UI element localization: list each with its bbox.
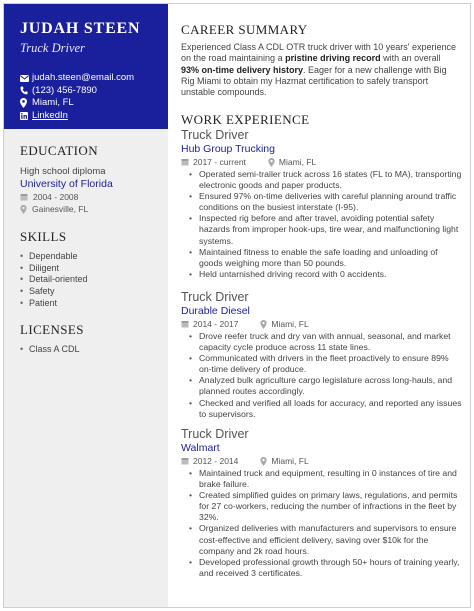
job-bullet: • Communicated with drivers in the fleet proactively to ensure 89% on-time delivery of produce.: [181, 353, 463, 375]
job-dates-text: 2014 - 2017: [193, 319, 239, 329]
calendar-icon: [181, 158, 189, 166]
summary-part: . Eager for a new challenge with Big Rig Miami to obtain my Hazmat certification to safely transport unstable compounds.: [181, 64, 447, 98]
skills-list: [20, 251, 160, 310]
job-bullet: • Held untarnished driving record with 0 accidents.: [181, 269, 463, 280]
contact-email[interactable]: [20, 72, 168, 85]
summary-heading: CAREER SUMMARY: [181, 22, 308, 37]
map-pin-icon: [260, 457, 267, 466]
job-company: Hub Group Trucking: [181, 143, 275, 155]
phone-icon: [20, 86, 32, 95]
envelope-icon: [20, 75, 32, 82]
summary-highlight: pristine driving record: [285, 53, 381, 64]
skills-section: [20, 229, 160, 310]
map-pin-icon: [260, 320, 267, 329]
education-dates: [20, 192, 160, 202]
licenses-section: [20, 322, 160, 356]
job-company: Walmart: [181, 442, 220, 454]
job-role: Truck Driver: [181, 427, 249, 441]
job-dates-text: 2017 - current: [193, 157, 246, 167]
job-bullet: • Operated semi-trailer truck across 16 states (FL to MA), transporting electronic goods and paper products.: [181, 169, 463, 191]
job-location: [260, 319, 308, 329]
education-degree: High school diploma: [20, 166, 106, 177]
job-location-text: Miami, FL: [278, 157, 317, 167]
job-meta: [181, 157, 463, 167]
contact-linkedin[interactable]: [20, 110, 168, 123]
job-location-text: Miami, FL: [271, 319, 309, 329]
education-location: [20, 204, 160, 214]
calendar-icon: [181, 457, 189, 465]
skill-item: • Patient: [20, 298, 160, 310]
job-bullet: • Maintained truck and equipment, resulting in 0 instances of tire and brake failure.: [181, 468, 463, 490]
candidate-name: JUDAH STEEN: [20, 20, 141, 37]
job-bullets: [181, 169, 463, 280]
job-dates: [181, 456, 238, 466]
license-item: • Class A CDL: [20, 344, 160, 356]
job-meta: [181, 319, 463, 329]
calendar-icon: [181, 320, 189, 328]
contact-linkedin-link[interactable]: LinkedIn: [32, 109, 68, 121]
contact-location: [20, 97, 168, 110]
job-bullet: • Maintained fitness to enable the safe loading and unloading of goods weighing more than 50 pounds.: [181, 247, 463, 269]
contact-list: [20, 72, 168, 122]
calendar-icon: [20, 193, 28, 201]
job-bullets: [181, 468, 463, 579]
summary-part: with an overall: [380, 53, 441, 64]
job-bullet: • Created simplified guides on primary laws, regulations, and permits for 27 co-workers, reducing the number of infractions in the fleet by 32%.: [181, 490, 463, 523]
job-location: [260, 456, 308, 466]
map-pin-icon: [20, 98, 32, 108]
education-location-text: Gainesville, FL: [32, 204, 89, 214]
job-bullet: • Checked and verified all loads for accuracy, and reported any issues to supervisors.: [181, 398, 463, 420]
skill-item: • Dependable: [20, 251, 160, 263]
contact-phone[interactable]: [20, 85, 168, 98]
job-bullets: [181, 331, 463, 420]
skill-item: • Diligent: [20, 263, 160, 275]
summary-highlight: 93% on-time delivery history: [181, 64, 304, 75]
education-dates-text: 2004 - 2008: [33, 192, 79, 202]
education-section: [20, 143, 160, 214]
licenses-list: [20, 344, 160, 356]
contact-location-text: Miami, FL: [32, 97, 74, 108]
licenses-heading: LICENSES: [20, 322, 84, 337]
contact-phone-text: (123) 456-7890: [32, 84, 97, 96]
header-block: [4, 4, 168, 129]
candidate-title: Truck Driver: [20, 41, 85, 55]
summary-text: [181, 42, 461, 98]
linkedin-icon: [20, 112, 32, 120]
skill-item: • Safety: [20, 286, 160, 298]
summary-part: Experienced Class A CDL OTR truck driver with 10 years' experience on the road maintaining a: [181, 42, 456, 64]
job-bullet: • Organized deliveries with manufacturers and supervisors to ensure cost-effective and efficient delivery, saving over $10k for the company and 2k road hours.: [181, 523, 463, 556]
job-company: Durable Diesel: [181, 305, 250, 317]
left-sidebar: [4, 4, 168, 608]
skills-heading: SKILLS: [20, 229, 67, 244]
education-heading: EDUCATION: [20, 143, 98, 158]
job-entry: [181, 290, 463, 420]
contact-email-text: judah.steen@email.com: [32, 72, 135, 83]
map-pin-icon: [20, 205, 27, 214]
job-dates-text: 2012 - 2014: [193, 456, 239, 466]
job-entry: [181, 128, 463, 280]
job-role: Truck Driver: [181, 128, 249, 142]
job-bullet: • Developed professional growth through 50+ hours of training yearly, and received 3 certificates.: [181, 557, 463, 579]
skill-item: • Detail-oriented: [20, 274, 160, 286]
job-dates: [181, 157, 246, 167]
job-bullet: • Ensured 97% on-time deliveries with careful planning around traffic conditions on the busiest interstate (I-95).: [181, 191, 463, 213]
job-bullet: • Inspected rig before and after travel, avoiding potential safety hazards from improper hook-ups, tire wear, and malfunctioning light systems.: [181, 213, 463, 246]
job-dates: [181, 319, 238, 329]
job-meta: [181, 456, 463, 466]
job-role: Truck Driver: [181, 290, 249, 304]
education-school: University of Florida: [20, 178, 113, 190]
map-pin-icon: [268, 158, 275, 167]
job-bullet: • Drove reefer truck and dry van with annual, seasonal, and market capacity cycle produce across 11 state lines.: [181, 331, 463, 353]
job-bullet: • Analyzed bulk agriculture cargo legislature across long-hauls, and planned routes accordingly.: [181, 375, 463, 397]
job-location: [268, 157, 316, 167]
experience-heading: WORK EXPERIENCE: [181, 112, 310, 127]
job-entry: [181, 427, 463, 579]
job-location-text: Miami, FL: [271, 456, 309, 466]
resume-page: [3, 3, 471, 608]
